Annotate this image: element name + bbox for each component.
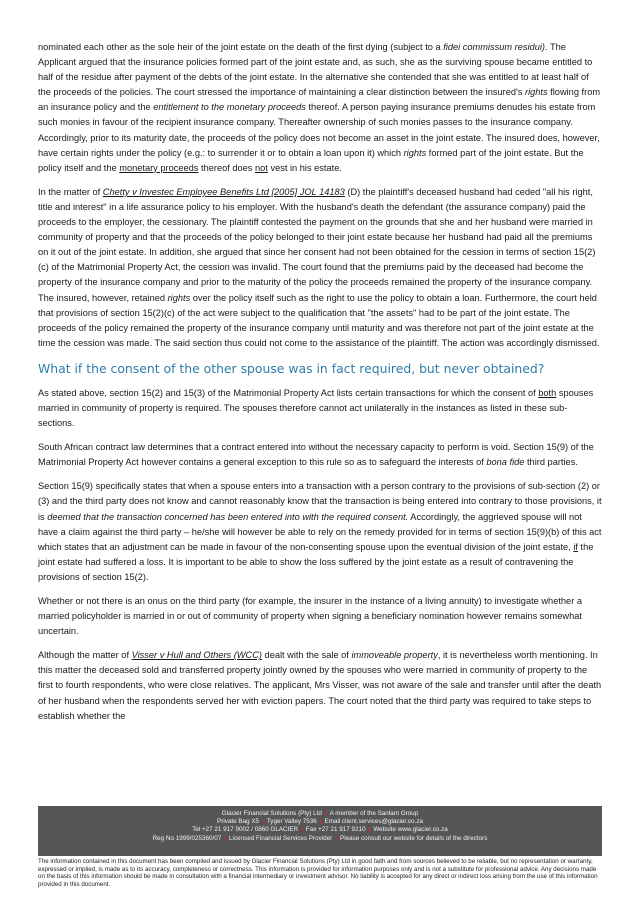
disclaimer: The information contained in this document has been compiled and issued by Glacier Financial Solutions (Pty) Ltd in good faith and from sources believed to be reliable, but no representation or warranty, expressed or implied, is made as to its accuracy, completeness or correctness. This information is provided for information purposes only and is not a substitute for professional advice. Any decisions made on the basis of this information should be made in consultation with a financial intermediary or investment advisor. No liability is accepted for any direct or indirect loss arising from the use of this information provided in this document. bbox=[38, 858, 598, 888]
styled-text: not bbox=[255, 162, 268, 173]
text-run: Section 15(9) specifically states that when a spouse enters into a transaction with a person contrary to the provisions of sub-section (2) or (3) and the third party does not know and cannot reasonably know that the transaction is being entered into contrary to those provisions, it is bbox=[38, 481, 602, 522]
footer-item: Private Bag X5 bbox=[217, 818, 260, 826]
text-run: South African contract law determines that a contract entered into without the necessary capacity to perform is void. Section 15(9) of the Matrimonial Property Act however contains a general exception to this rule so as to safeguard the interests of bbox=[38, 442, 594, 468]
separator: | bbox=[368, 826, 371, 834]
paragraph bbox=[38, 479, 602, 585]
separator: | bbox=[301, 826, 303, 834]
styled-text: entitlement to the monetary proceeds bbox=[153, 102, 306, 113]
separator: | bbox=[319, 818, 322, 826]
footer-item: Tel +27 21 917 9002 / 0860 GLACIER bbox=[192, 826, 299, 834]
text-run: over the policy itself such as the right to use the policy to obtain a loan. Furthermore, the court held that provisions of section 15(2)(c) of the act were subject to the qualification that "the assets" had to be part of the joint estate. The proceeds of the policy remained the property of the insurance company until maturity and was therefore not part of the joint estate at the time the cession was made. The said section thus could not come to the assistance of the plaintiff. The action was accordingly dismissed. bbox=[38, 292, 600, 348]
text-run: the joint estate had suffered a loss. It is important to be able to show the loss suffered by the joint estate as a result of contravening the provisions of section 15(2). bbox=[38, 541, 594, 582]
text-run: nominated each other as the sole heir of the joint estate on the death of the first dying (subject to a bbox=[38, 42, 444, 52]
separator: | bbox=[335, 834, 338, 842]
styled-text: Visser v Hull and Others (WCC) bbox=[131, 650, 262, 661]
paragraph bbox=[38, 40, 602, 176]
text-run: flowing from an insurance policy and the bbox=[38, 87, 601, 113]
text-run: , it is nevertheless worth mentioning. In this matter the deceased sold and transferred property jointly owned by the spouses who were married in community of property to the first to fourth respondents, who were close relatives. The applicant, Mrs Visser, was not aware of the sale and transfer until after the death of her husband when the respondents served her with eviction papers. The court noted that the third party was required to take steps to establish whether the bbox=[38, 650, 602, 721]
paragraph bbox=[38, 386, 602, 431]
styled-text: monetary proceeds bbox=[119, 162, 199, 173]
text-run: Although the matter of bbox=[38, 650, 132, 661]
styled-text: rights bbox=[167, 292, 191, 303]
footer-item: Fax +27 21 917 9210 bbox=[305, 826, 366, 834]
styled-text: bona fide bbox=[486, 457, 525, 468]
separator: | bbox=[224, 834, 226, 842]
text-run: As stated above, section 15(2) and 15(3) of the Matrimonial Property Act lists certain transactions for which the consent of bbox=[38, 387, 539, 398]
paragraph bbox=[38, 185, 602, 351]
footer-item: Please consult our website for details of the directors bbox=[340, 834, 488, 842]
footer-item: Licensed Financial Services Provider bbox=[229, 834, 333, 842]
text-run: Whether or not there is an onus on the third party (for example, the insurer in the instance of a living annuity) to investigate whether a married policyholder is married in or out of community of property when signing a beneficiary nomination however remains somewhat uncertain. bbox=[38, 596, 582, 637]
text-run: dealt with the sale of bbox=[261, 650, 352, 661]
paragraph bbox=[38, 648, 602, 723]
text-run: In the matter of bbox=[38, 186, 103, 197]
footer-line bbox=[38, 835, 602, 843]
styled-text: both bbox=[538, 387, 557, 398]
styled-text: immoveable property bbox=[351, 650, 438, 661]
separator: | bbox=[324, 810, 327, 817]
text-run: third parties. bbox=[524, 457, 578, 468]
section-heading: What if the consent of the other spouse was in fact required, but never obtained? bbox=[38, 360, 545, 376]
text-run: formed part of the joint estate. But the policy itself and the bbox=[38, 147, 584, 173]
footer-item: Tyger Valley 7536 bbox=[266, 818, 317, 826]
text-run: spouses married in community of property is required. The spouses therefore cannot act unilaterally in the instances as listed in these sub-sections. bbox=[38, 387, 594, 429]
styled-text: deemed that the transaction concerned has been entered into with the required consent. bbox=[47, 511, 409, 522]
footer-item: Reg No 1999/025360/07 bbox=[152, 834, 222, 842]
footer-line bbox=[38, 826, 602, 834]
styled-text: Chetty v Investec Employee Benefits Ltd [2005] JOL 14183 bbox=[102, 186, 345, 197]
paragraph bbox=[38, 440, 602, 470]
text-run: . The Applicant argued that the insurance policies formed part of the joint estate and, as such, she as the surviving spouse became entitled to half of the residue after payment of the debts of the joint estate. In the alternative she contended that she was entitled to at least half of the proceeds of the policies. The court stressed the importance of maintaining a clear distinction between the insured's bbox=[38, 42, 593, 98]
separator: | bbox=[262, 818, 264, 826]
text-run: thereof does bbox=[198, 162, 256, 173]
text-run: Accordingly, the aggrieved spouse will not have a claim against the third party – he/she will however be able to rely on the remedy provided for in terms of section 15(9)(b) of this act which states that an adjustment can be made in favour of the non-consenting spouse upon the eventual division of the joint estate, bbox=[38, 511, 602, 552]
styled-text: rights bbox=[524, 87, 548, 98]
footer-lines bbox=[38, 810, 602, 843]
document-body bbox=[38, 40, 602, 733]
paragraphs-before-heading bbox=[38, 40, 602, 351]
footer-line bbox=[38, 818, 602, 826]
styled-text: fidei commissum residui) bbox=[443, 42, 545, 52]
paragraphs-after-heading bbox=[38, 386, 602, 724]
company-footer bbox=[38, 806, 602, 856]
text-run: thereof. A person paying insurance premiums denudes his estate from such monies in favour of the recipient insurance company. Thereafter ownership of such monies passes to the insurance company. Accordingly, prior to its maturity date, the proceeds of the policy does not become an asset in the joint estate. The insured does, however, have certain rights under the policy (e.g.: to surrender it or to obtain a loan upon it) which bbox=[38, 102, 600, 158]
footer-item: Glacier Financial Solutions (Pty) Ltd bbox=[221, 810, 322, 817]
styled-text: rights bbox=[403, 147, 427, 158]
styled-text: if bbox=[573, 541, 578, 552]
footer-item: Website www.glacier.co.za bbox=[373, 826, 448, 834]
footer-item: A member of the Sanlam Group bbox=[329, 810, 419, 817]
text-run: vest in his estate. bbox=[267, 162, 342, 173]
text-run: (D) the plaintiff's deceased husband had ceded "all his right, title and interest" in a life assurance policy to his employer. With the husband's death the defendant (the assurance company) paid the proceeds to the employer, the cessionary. The plaintiff contested the payment on the grounds that she and her husband were married in community of property and that the proceeds of the policy belonged to their joint estate because her husband had paid all the premiums on it out of the joint estate. In addition, she argued that since her consent had not been obtained for the cession in terms of section 15(2)(c) of the Matrimonial Property Act, the cession was invalid. The court found that the premiums paid by the deceased had become the property of the insurance company and prior to the maturity of the policy the proceeds remained the property of the insurance company. The insured, however, retained bbox=[38, 186, 596, 303]
footer-item: Email client.services@glacier.co.za bbox=[324, 818, 423, 826]
footer-line bbox=[38, 810, 602, 818]
paragraph bbox=[38, 594, 602, 639]
